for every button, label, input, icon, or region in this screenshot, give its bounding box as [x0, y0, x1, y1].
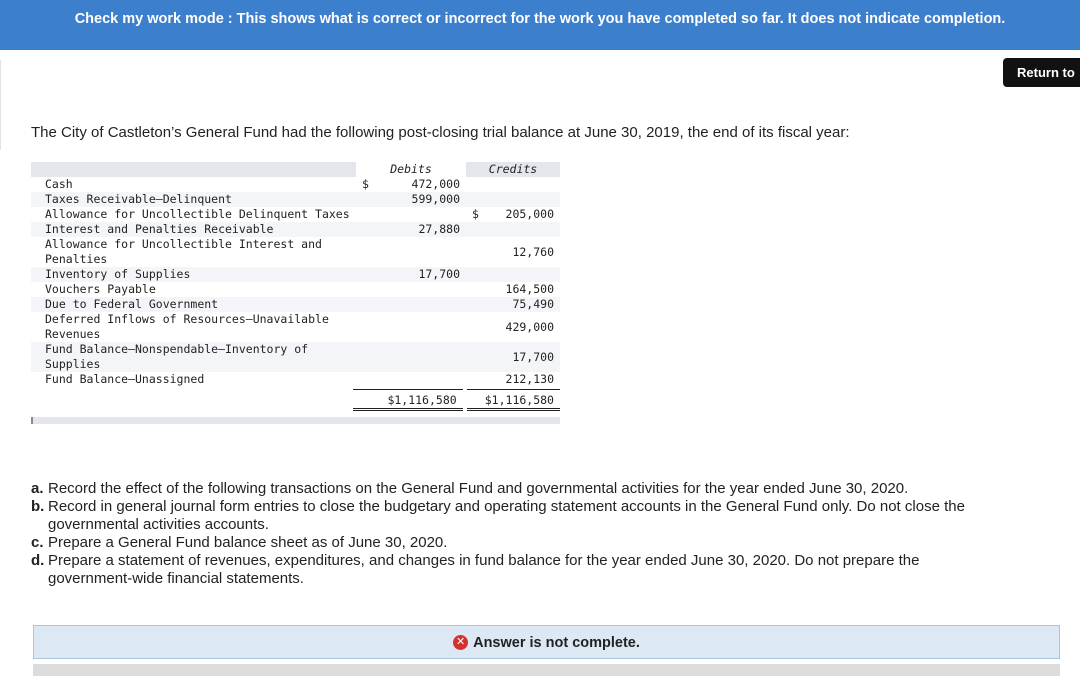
- account-name: Due to Federal Government: [45, 297, 219, 311]
- table-header: [31, 162, 560, 177]
- task-text: Record the effect of the following transactions on the General Fund and governmental activities for the year ended June 30, 2020.: [48, 480, 909, 497]
- task-list: [31, 480, 981, 588]
- table-body: [31, 177, 560, 387]
- debit-value: 27,880: [418, 222, 460, 236]
- debit-total: $1,116,580: [353, 389, 462, 411]
- table-row: [31, 372, 560, 387]
- credit-value: 75,490: [512, 297, 554, 311]
- divider: [0, 60, 1, 150]
- task-text: Record in general journal form entries to close the budgetary and operating statement accounts in the General Fund only. Do not close the governmental activities accounts.: [48, 498, 965, 533]
- account-name: Allowance for Uncollectible Delinquent Taxes: [45, 207, 350, 221]
- credit-value: 205,000: [505, 207, 554, 221]
- task-text: Prepare a General Fund balance sheet as of June 30, 2020.: [48, 534, 448, 551]
- totals-row: [31, 389, 560, 411]
- table-row: [31, 267, 560, 282]
- account-name: Inventory of Supplies: [45, 267, 191, 281]
- credit-cell: [466, 177, 560, 192]
- task-label: c.: [31, 534, 44, 551]
- account-name: Fund Balance—Nonspendable—Inventory of Supplies: [45, 342, 309, 371]
- debits-header: Debits: [356, 162, 466, 177]
- task-d: [31, 552, 981, 588]
- debit-cell: [356, 192, 466, 207]
- credit-cell: [466, 342, 560, 372]
- credit-value: 212,130: [505, 372, 554, 386]
- credits-header: Credits: [466, 162, 560, 177]
- credit-cell: [466, 237, 560, 267]
- debit-cell: [356, 372, 466, 387]
- credit-cell: [466, 207, 560, 222]
- debit-value: 17,700: [418, 267, 460, 281]
- debit-cell: [356, 237, 466, 267]
- credit-cell: [466, 192, 560, 207]
- content-panel-edge: [33, 664, 1060, 676]
- task-text: Prepare a statement of revenues, expenditures, and changes in fund balance for the year ended June 30, 2020. Do not prepare the government-wide financial statements.: [48, 552, 920, 587]
- task-label: a.: [31, 480, 44, 497]
- account-name: Interest and Penalties Receivable: [45, 222, 274, 236]
- table-row: [31, 192, 560, 207]
- answer-status-text: Answer is not complete.: [473, 635, 640, 651]
- task-label: b.: [31, 498, 45, 515]
- credit-cell: [466, 312, 560, 342]
- credit-value: 17,700: [512, 349, 554, 364]
- task-a: [31, 480, 981, 498]
- table-row: [31, 237, 560, 267]
- account-name: Allowance for Uncollectible Interest and Penalties: [45, 237, 322, 266]
- credit-cell: [466, 222, 560, 237]
- task-c: [31, 534, 981, 552]
- debit-cell: [356, 222, 466, 237]
- table-row: [31, 207, 560, 222]
- credit-cell: [466, 267, 560, 282]
- credit-cell: [466, 372, 560, 387]
- debit-dollar: $: [362, 177, 369, 191]
- account-name: Taxes Receivable—Delinquent: [45, 192, 232, 206]
- debit-cell: [356, 267, 466, 282]
- table-row: [31, 297, 560, 312]
- account-name: Fund Balance—Unassigned: [45, 372, 205, 386]
- account-name: Cash: [45, 177, 73, 191]
- table-footer-bar: [31, 417, 560, 424]
- banner-text: Check my work mode : This shows what is correct or incorrect for the work you have completed so far. It does not indicate completion.: [74, 11, 1006, 27]
- task-label: d.: [31, 552, 45, 569]
- table-row: [31, 222, 560, 237]
- return-button[interactable]: Return to: [1003, 58, 1080, 87]
- debit-cell: [356, 342, 466, 372]
- debit-cell: [356, 312, 466, 342]
- credit-total: $1,116,580: [467, 389, 560, 411]
- debit-cell: [356, 282, 466, 297]
- account-name: Vouchers Payable: [45, 282, 156, 296]
- credit-cell: [466, 297, 560, 312]
- intro-text: The City of Castleton’s General Fund had the following post-closing trial balance at June 30, 2019, the end of its fiscal year:: [31, 124, 850, 141]
- credit-value: 429,000: [505, 319, 554, 334]
- task-b: [31, 498, 981, 534]
- answer-status-box: [33, 625, 1060, 659]
- debit-cell: [356, 297, 466, 312]
- credit-value: 164,500: [505, 282, 554, 296]
- debit-cell: [356, 207, 466, 222]
- credit-cell: [466, 282, 560, 297]
- check-mode-banner: [0, 0, 1080, 50]
- debit-value: 599,000: [411, 192, 460, 206]
- table-row: [31, 282, 560, 297]
- table-row: [31, 312, 560, 342]
- credit-dollar: $: [472, 207, 479, 221]
- table-row: [31, 342, 560, 372]
- debit-value: 472,000: [411, 177, 460, 191]
- account-name: Deferred Inflows of Resources—Unavailable Revenues: [45, 312, 329, 341]
- trial-balance-table: [31, 162, 560, 424]
- debit-cell: [356, 177, 466, 192]
- x-circle-icon: ✕: [453, 635, 468, 650]
- table-row: [31, 177, 560, 192]
- credit-value: 12,760: [512, 244, 554, 259]
